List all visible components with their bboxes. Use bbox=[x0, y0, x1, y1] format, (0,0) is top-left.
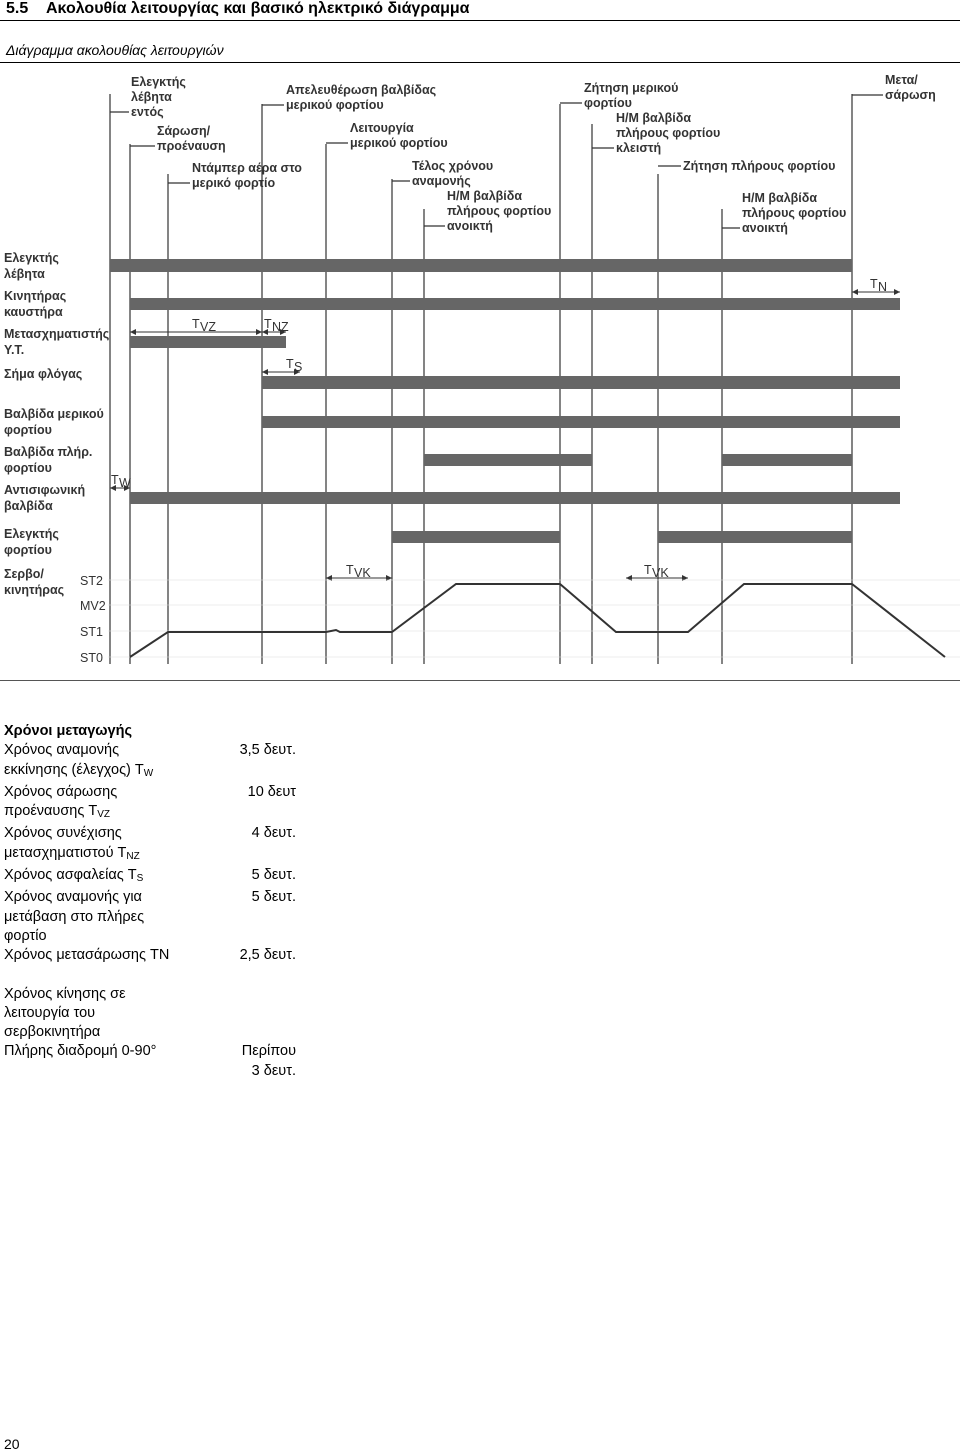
row-label: Ελεγκτής bbox=[4, 251, 59, 265]
signal-bar bbox=[262, 416, 900, 428]
timer-label: T bbox=[346, 563, 354, 577]
event-label: μερικού φορτίου bbox=[350, 136, 448, 150]
event-label: πλήρους φορτίου bbox=[616, 126, 721, 140]
switching-time-label: Χρόνος ασφαλείας $T_S$ bbox=[4, 867, 144, 885]
row-label: Υ.Τ. bbox=[4, 343, 25, 357]
servo-trace-line bbox=[130, 584, 945, 657]
switching-time-value: 5 δευτ. bbox=[251, 889, 296, 906]
switching-time-label: λειτουργία του bbox=[4, 1004, 96, 1021]
switching-times-title: Χρόνοι μεταγωγής bbox=[4, 723, 132, 739]
signal-bar bbox=[658, 531, 852, 543]
row-label: Σήμα φλόγας bbox=[4, 367, 83, 381]
event-labels bbox=[131, 73, 936, 235]
switching-time-label: εκκίνησης (έλεγχος) $T_W$ bbox=[4, 761, 154, 779]
row-label: φορτίου bbox=[4, 543, 52, 557]
signal-bar bbox=[110, 259, 852, 272]
event-label: κλειστή bbox=[616, 141, 662, 155]
switching-time-value: 4 δευτ. bbox=[251, 825, 296, 842]
subtitle-rule bbox=[0, 62, 960, 63]
signal-bar bbox=[130, 336, 286, 348]
switching-time-label: Χρόνος αναμονής για bbox=[4, 889, 142, 906]
timer-sub: S bbox=[294, 360, 303, 374]
row-label: Κινητήρας bbox=[4, 289, 67, 303]
signal-rows bbox=[4, 251, 109, 597]
switching-time-label: φορτίο bbox=[4, 927, 47, 944]
signal-bar bbox=[424, 454, 592, 466]
event-label: Σάρωση/ bbox=[157, 124, 211, 138]
event-label: Τέλος χρόνου bbox=[412, 159, 494, 173]
switching-time-label: Χρόνος συνέχισης bbox=[4, 825, 122, 842]
event-label: μερικού φορτίου bbox=[286, 98, 384, 112]
switching-time-row bbox=[4, 741, 296, 783]
timer-label: T bbox=[286, 357, 294, 371]
event-label: Η/Μ βαλβίδα bbox=[616, 111, 692, 125]
switching-time-row bbox=[4, 824, 296, 866]
sequence-diagram bbox=[0, 64, 960, 684]
event-label: Ντάμπερ αέρα στο bbox=[192, 161, 302, 175]
timer-label: T bbox=[264, 317, 272, 331]
row-label: Ελεγκτής bbox=[4, 527, 59, 541]
switching-time-value: 3 δευτ. bbox=[251, 1062, 296, 1079]
event-label: μερικό φορτίο bbox=[192, 176, 276, 190]
diagram-subtitle: Διάγραμμα ακολουθίας λειτουργιών bbox=[6, 42, 224, 58]
event-label: Ελεγκτής bbox=[131, 75, 186, 89]
switching-time-label: Πλήρης διαδρομή 0-90° bbox=[4, 1043, 157, 1060]
page-number: 20 bbox=[4, 1436, 20, 1452]
row-label: φορτίου bbox=[4, 461, 52, 475]
section-heading bbox=[6, 0, 469, 18]
timer-label: T bbox=[192, 317, 200, 331]
switching-time-value: 5 δευτ. bbox=[251, 867, 296, 884]
timer-arrow bbox=[894, 289, 900, 295]
timer-sub: VK bbox=[354, 566, 371, 580]
switching-time-label: Χρόνος μετασάρωσης TN bbox=[4, 947, 170, 964]
timer-arrow bbox=[852, 289, 858, 295]
event-label: λέβητα bbox=[131, 90, 172, 104]
switching-time-label: Χρόνος σάρωσης bbox=[4, 783, 118, 800]
row-label: φορτίου bbox=[4, 423, 52, 437]
signal-bar bbox=[722, 454, 852, 466]
switching-time-row bbox=[4, 946, 296, 965]
switching-time-label: Χρόνος αναμονής bbox=[4, 742, 120, 759]
timer-arrow bbox=[256, 329, 262, 335]
row-label: Σερβο/ bbox=[4, 567, 44, 581]
signal-bars bbox=[110, 259, 900, 543]
signal-bar bbox=[130, 298, 900, 310]
switching-time-row bbox=[4, 888, 296, 946]
servo-level: ST2 bbox=[80, 574, 103, 588]
timer-sub: VZ bbox=[200, 320, 216, 334]
section-title: Ακολουθία λειτουργίας και βασικό ηλεκτρικό διάγραμμα bbox=[46, 0, 470, 17]
switching-times-table bbox=[4, 722, 296, 1079]
row-label: Αντισιφωνική bbox=[4, 483, 86, 497]
event-label: Μετα/ bbox=[885, 73, 918, 87]
servo-trace bbox=[80, 574, 960, 665]
timer-sub: NZ bbox=[272, 320, 289, 334]
timer-label: T bbox=[644, 563, 652, 577]
event-label: πλήρους φορτίου bbox=[742, 206, 847, 220]
event-label: φορτίου bbox=[584, 96, 632, 110]
event-label: Η/Μ βαλβίδα bbox=[742, 191, 818, 205]
switching-time-value: Περίπου bbox=[241, 1043, 296, 1060]
switching-time-value: 10 δευτ bbox=[247, 783, 296, 800]
switching-time-label: σερβοκινητήρα bbox=[4, 1024, 101, 1041]
timer-sub: N bbox=[878, 280, 888, 294]
timer-label: T bbox=[870, 277, 878, 291]
heading-rule bbox=[0, 20, 960, 21]
switching-time-label: προέναυσης $T_{VZ}$ bbox=[4, 803, 111, 821]
switching-time-label: μετάβαση στο πλήρες bbox=[4, 908, 145, 925]
servo-level: MV2 bbox=[80, 599, 106, 613]
timer-sub: VK bbox=[652, 566, 669, 580]
servo-level: ST1 bbox=[80, 625, 103, 639]
switching-time-row bbox=[4, 783, 296, 825]
switching-time-value: 3,5 δευτ. bbox=[239, 742, 296, 759]
switching-time-label: μετασχηματιστού $T_{NZ}$ bbox=[4, 844, 140, 862]
switching-time-row bbox=[4, 866, 296, 888]
event-label: σάρωση bbox=[885, 88, 936, 102]
event-label: Απελευθέρωση βαλβίδας bbox=[286, 83, 437, 97]
timer-sub: W bbox=[119, 476, 131, 490]
switching-time-row bbox=[4, 985, 296, 1079]
event-label: πλήρους φορτίου bbox=[447, 204, 552, 218]
section-number: 5.5 bbox=[6, 0, 29, 17]
signal-bar bbox=[392, 531, 560, 543]
switching-time-value: 2,5 δευτ. bbox=[239, 947, 296, 964]
event-label: Η/Μ βαλβίδα bbox=[447, 189, 523, 203]
event-label: εντός bbox=[131, 105, 164, 119]
event-label: Ζήτηση πλήρους φορτίου bbox=[683, 159, 836, 173]
signal-bar bbox=[130, 492, 900, 504]
event-label: προέναυση bbox=[157, 139, 226, 153]
servo-level: ST0 bbox=[80, 651, 103, 665]
event-label: Ζήτηση μερικού bbox=[584, 81, 679, 95]
row-label: βαλβίδα bbox=[4, 499, 53, 513]
event-label: ανοικτή bbox=[447, 219, 493, 233]
event-label: ανοικτή bbox=[742, 221, 788, 235]
row-label: λέβητα bbox=[4, 267, 45, 281]
event-label: αναμονής bbox=[412, 174, 471, 188]
row-label: Βαλβίδα πλήρ. bbox=[4, 445, 93, 459]
signal-bar bbox=[262, 376, 900, 389]
diagram-bottom-rule bbox=[0, 680, 960, 681]
switching-time-label: Χρόνος κίνησης σε bbox=[4, 985, 126, 1002]
row-label: Βαλβίδα μερικού bbox=[4, 407, 104, 421]
event-label: Λειτουργία bbox=[350, 121, 414, 135]
timer-arrow bbox=[130, 329, 136, 335]
row-label: κινητήρας bbox=[4, 583, 65, 597]
timer-label: T bbox=[111, 473, 119, 487]
timer-arrow bbox=[262, 369, 268, 375]
row-label: Μετασχηματιστής bbox=[4, 327, 110, 341]
row-label: καυστήρα bbox=[4, 305, 63, 319]
